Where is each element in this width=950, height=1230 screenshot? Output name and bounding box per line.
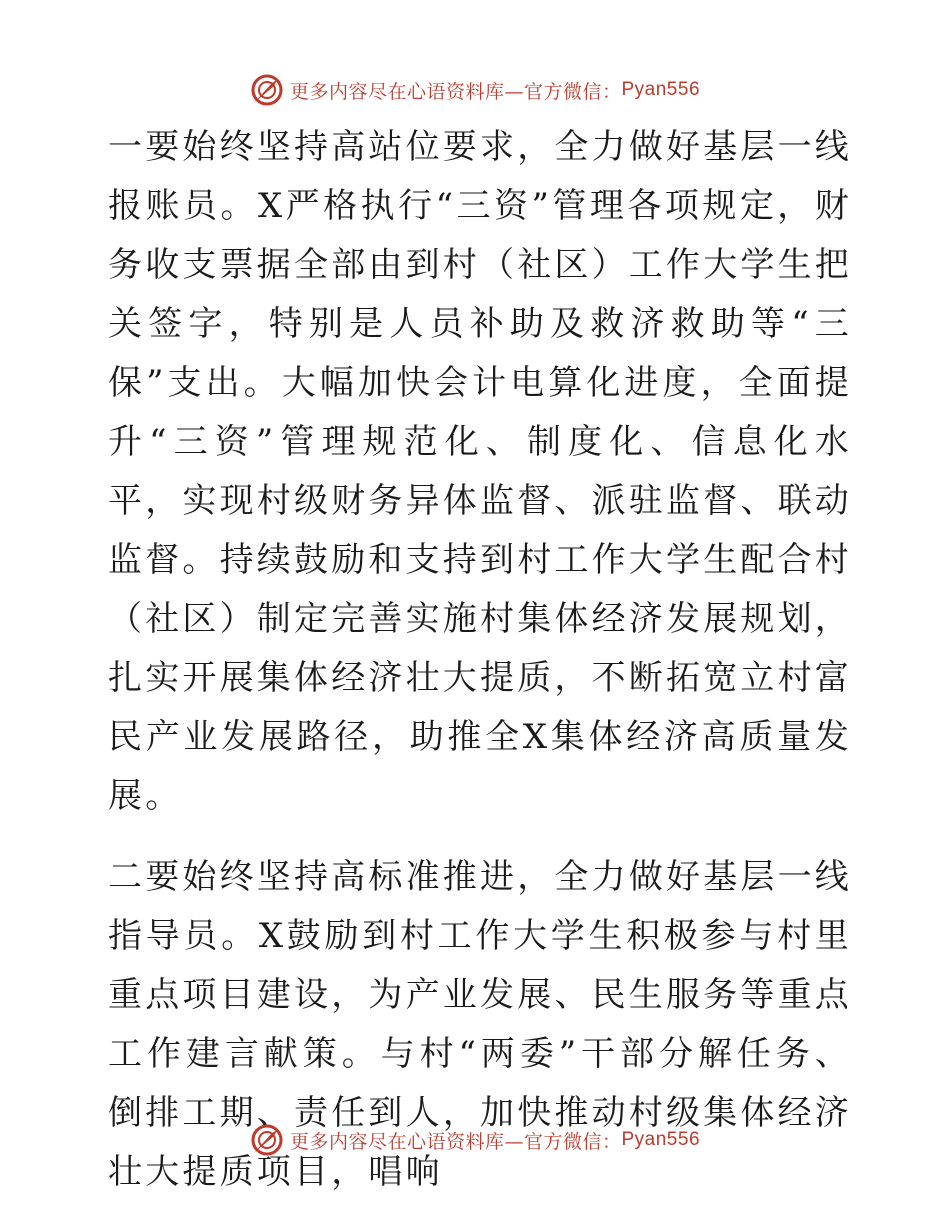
quill-pen-logo-icon: [250, 1123, 284, 1157]
banner-text: 更多内容尽在心语资料库—官方微信：: [289, 80, 622, 103]
paragraph-1: 一要始终坚持高站位要求，全力做好基层一线报账员。X严格执行“三资”管理各项规定，财务收支票据全部由到村（社区）工作大学生把关签字，特别是人员补助及救济救助等“三保”支出。大幅加快会计电算化进度，全面提升“三资”管理规范化、制度化、信息化水平，实现村级财务异体监督、派驻监督、联动监督。持续鼓励和支持到村工作大学生配合村（社区）制定完善实施村集体经济发展规划，扎实开展集体经济壮大提质，不断拓宽立村富民产业发展路径，助推全X集体经济高质量发展。: [108, 127, 852, 816]
quill-pen-logo-icon: [250, 73, 284, 107]
footer-watermark-banner: [0, 1120, 950, 1160]
banner-wechat-id: Pyan556: [621, 1129, 701, 1150]
article-body: [96, 118, 852, 1202]
banner-text: 更多内容尽在心语资料库—官方微信：: [289, 1130, 622, 1153]
header-watermark-banner: [0, 70, 950, 110]
paragraph-2: 二要始终坚持高标准推进，全力做好基层一线指导员。X鼓励到村工作大学生积极参与村里重点项目建设，为产业发展、民生服务等重点工作建言献策。与村“两委”干部分解任务、倒排工期、责任到人，加快推动村级集体经济壮大提质项目，唱响: [108, 857, 852, 1192]
banner-wechat-id: Pyan556: [621, 79, 701, 100]
